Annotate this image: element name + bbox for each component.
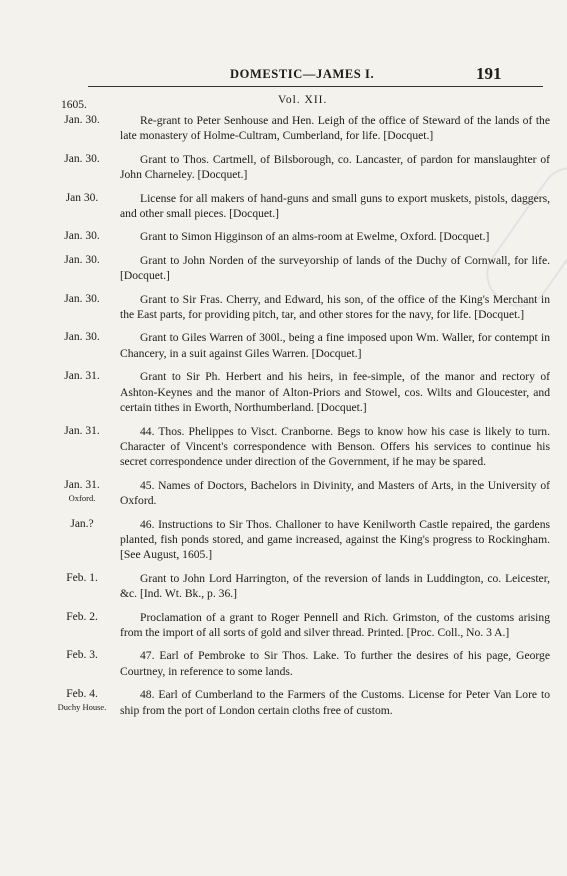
entry-text: Grant to John Lord Harrington, of the reversion of lands in Luddington, co. Leicester, &c. [Ind. Wt. Bk., p. 36.] <box>120 571 550 601</box>
entry-text: Grant to Thos. Cartmell, of Bilsborough, co. Lancaster, of pardon for manslaughter of John Charneley. [Docquet.] <box>120 152 550 182</box>
page-number: 191 <box>476 64 502 83</box>
running-title: DOMESTIC—JAMES I. <box>230 67 375 81</box>
entry-date: Jan. 30. <box>64 253 100 266</box>
entry-text: Grant to Giles Warren of 300l., being a fine imposed upon Wm. Waller, for contempt in Chancery, in a suit against Giles Warren. [Docquet.] <box>120 331 550 360</box>
calendar-entry <box>0 571 567 602</box>
entry-date: Jan 30. <box>65 191 99 204</box>
calendar-entry <box>0 191 567 222</box>
running-head <box>0 64 567 86</box>
entry-text: 45. Names of Doctors, Bachelors in Divinity, and Masters of Arts, in the University of Oxford. <box>120 478 550 508</box>
entry-date: Jan. 31. Oxford. <box>58 479 106 503</box>
entry-date: Feb. 2. <box>66 610 98 623</box>
calendar-entry <box>0 330 567 361</box>
calendar-entry <box>0 424 567 470</box>
calendar-entry <box>0 648 567 679</box>
entry-date: Feb. 4. Duchy House. <box>50 688 114 712</box>
entry-text: 48. Earl of Cumberland to the Farmers of the Customs. License for Peter Van Lore to ship from the port of London certain cloths free of custom. <box>120 688 550 717</box>
calendar-entry <box>0 687 567 718</box>
entry-date: Jan. 30. <box>64 152 100 165</box>
entry-text: Proclamation of a grant to Roger Pennell and Rich. Grimston, of the customs arising from the import of all sorts of gold and silver thread. Printed. [Proc. Coll., No. 3 A.] <box>120 610 550 639</box>
entry-text: 46. Instructions to Sir Thos. Challoner to have Kenilworth Castle repaired, the gardens planted, fish ponds stored, and game increased, against the King's progress to Rockingham. [See August, 1605.] <box>120 517 550 562</box>
entry-date: Feb. 3. <box>66 649 98 662</box>
entry-date: Jan. 30. <box>64 292 100 305</box>
entries-list <box>0 113 567 718</box>
entry-place: Oxford. <box>68 492 96 503</box>
calendar-entry <box>0 113 567 144</box>
year-label: 1605. <box>61 99 87 111</box>
calendar-entry <box>0 292 567 323</box>
entry-text: 44. Thos. Phelippes to Visct. Cranborne. Begs to know how his case is likely to turn. Character of Vincent's correspondence with Benson. Offers his services to continue his secret correspondence under direction of the Government, if he may be spared. <box>120 424 550 469</box>
entry-text: 47. Earl of Pembroke to Sir Thos. Lake. To further the desires of his page, George Courtney, in reference to some lands. <box>120 649 550 678</box>
entry-text: Grant to Sir Ph. Herbert and his heirs, in fee-simple, of the manor and rectory of Ashton-Keynes and the manor of Alton-Priors and Stowel, cos. Wilts and Gloucester, and certain tithes in Eworth, Northumberland. [Docquet.] <box>120 370 550 415</box>
entry-text: Grant to John Norden of the surveyorship of lands of the Duchy of Cornwall, for life. [Docquet.] <box>120 253 550 283</box>
volume-label: Vol. XII. <box>278 94 328 106</box>
calendar-entry <box>0 253 567 284</box>
entry-date: Feb. 1. <box>66 571 98 584</box>
calendar-entry <box>0 369 567 415</box>
header-rule <box>88 86 543 87</box>
entry-date: Jan. 30. <box>64 331 100 344</box>
entry-date: Jan.? <box>70 517 94 530</box>
entry-date: Jan. 30. <box>64 114 100 126</box>
entry-place: Duchy House. <box>57 702 107 713</box>
entry-text: License for all makers of hand-guns and small guns to export muskets, pistols, daggers, and other small pieces. [Docquet.] <box>120 191 550 221</box>
entry-text: Grant to Sir Fras. Cherry, and Edward, his son, of the office of the King's Merchant in the East parts, for providing pitch, tar, and other stores for the navy, for life. [Docquet.] <box>120 292 550 322</box>
calendar-entry <box>0 517 567 563</box>
calendar-entry <box>0 229 567 244</box>
calendar-entry <box>0 152 567 183</box>
calendar-entry <box>0 610 567 641</box>
entry-date: Jan. 31. <box>64 370 100 383</box>
entry-date: Jan. 31. <box>64 424 100 437</box>
entry-text: Re-grant to Peter Senhouse and Hen. Leigh of the office of Steward of the lands of the late monastery of Holme-Cultram, Cumberland, for life. [Docquet.] <box>120 114 550 143</box>
entry-date: Jan. 30. <box>64 230 100 243</box>
calendar-entry <box>0 478 567 509</box>
entry-text: Grant to Simon Higginson of an alms-room at Ewelme, Oxford. [Docquet.] <box>140 230 490 244</box>
